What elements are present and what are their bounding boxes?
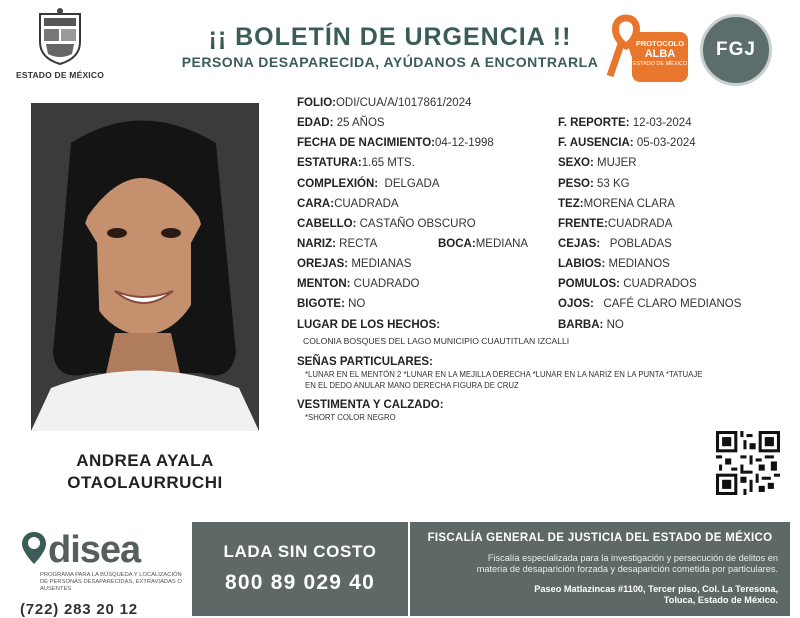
field-label: MENTON: — [297, 278, 351, 290]
fiscalia-address-line1: Paseo Matlazincas #1100, Tercer piso, Col. La Teresona, — [534, 584, 778, 594]
field-label: FECHA DE NACIMIENTO: — [297, 137, 435, 149]
fiscalia-description-line2: materia de desaparición forzada y desaparición cometida por particulares. — [476, 564, 778, 574]
field-label: SEÑAS PARTICULARES: — [297, 356, 433, 368]
field-value: CUADRADOS — [623, 278, 697, 290]
bulletin-header — [170, 22, 610, 70]
field-tez — [558, 198, 675, 210]
field-senas-line1: *LUNAR EN EL MENTÓN 2 *LUNAR EN LA MEJILLA DERECHA *LUNAR EN LA NARIZ EN LA PUNTA *TATUAJE — [305, 370, 703, 379]
field-reporte — [558, 117, 692, 129]
disea-subtitle: PROGRAMA PARA LA BÚSQUEDA Y LOCALIZACIÓN DE PERSONAS DESAPARECIDAS, EXTRAVIADAS O AUSENTES — [40, 572, 182, 592]
fgj-seal-icon — [700, 14, 772, 86]
field-ojos — [558, 298, 741, 310]
alba-line2: ALBA — [644, 48, 676, 60]
alba-badge — [632, 32, 688, 82]
toll-free-number[interactable]: 800 89 029 40 — [225, 571, 375, 594]
field-pomulos — [558, 278, 697, 290]
person-name-line1: ANDREA AYALA — [76, 451, 214, 470]
field-lugar-value: COLONIA BOSQUES DEL LAGO MUNICIPIO CUAUTITLAN IZCALLI — [303, 336, 570, 346]
field-senas-line2: EN EL DEDO ANULAR MANO DERECHA FIGURA DE CRUZ — [305, 381, 519, 390]
state-caption: ESTADO DE MÉXICO — [15, 70, 105, 80]
qr-code-icon[interactable] — [716, 431, 780, 495]
field-value: 53 KG — [597, 178, 630, 190]
toll-free-label: LADA SIN COSTO — [223, 542, 377, 561]
field-sexo — [558, 157, 637, 169]
field-edad — [297, 117, 385, 129]
field-value: CUADRADA — [607, 218, 673, 230]
field-label: TEZ: — [558, 198, 584, 210]
field-label: NARIZ: — [297, 238, 336, 250]
field-label: OREJAS: — [297, 258, 349, 270]
field-value: 04-12-1998 — [435, 137, 494, 149]
field-value: CUADRADO — [353, 278, 420, 290]
field-nariz — [297, 238, 377, 250]
field-value: RECTA — [339, 238, 378, 250]
field-value: MEDIANOS — [608, 258, 670, 270]
field-label: POMULOS: — [558, 278, 620, 290]
field-frente — [558, 218, 672, 230]
field-label: SEXO: — [558, 157, 594, 169]
field-label: LABIOS: — [558, 258, 606, 270]
state-coat-of-arms-icon — [36, 8, 84, 66]
field-value: 12-03-2024 — [632, 117, 692, 129]
field-vestimenta-value: *SHORT COLOR NEGRO — [305, 413, 396, 422]
field-value: MORENA CLARA — [583, 198, 675, 210]
field-value: NO — [348, 298, 366, 310]
field-orejas — [297, 258, 411, 270]
field-label: FRENTE: — [558, 218, 608, 230]
alba-line1: PROTOCOLO — [635, 39, 685, 48]
fiscalia-description — [422, 553, 778, 575]
field-label: LUGAR DE LOS HECHOS: — [297, 319, 441, 331]
field-value: CUADRADA — [334, 198, 399, 210]
field-label: COMPLEXIÓN: — [297, 178, 379, 190]
field-value: MEDIANAS — [351, 258, 412, 270]
field-folio — [297, 97, 472, 109]
field-senas — [297, 356, 433, 368]
person-name — [22, 450, 268, 494]
field-label: PESO: — [558, 178, 594, 190]
field-complexion — [297, 178, 440, 190]
field-value: 25 AÑOS — [336, 117, 385, 129]
field-value: MEDIANA — [475, 238, 529, 250]
disea-logo — [20, 530, 188, 570]
bulletin-title: ¡¡ BOLETÍN DE URGENCIA !! — [208, 23, 572, 51]
portrait-image — [31, 103, 259, 431]
field-vestimenta — [297, 399, 444, 411]
field-label: ESTATURA: — [297, 157, 362, 169]
disea-brand: disea — [48, 529, 141, 571]
field-value: CASTAÑO OBSCURO — [359, 218, 476, 230]
toll-free-panel — [192, 522, 408, 616]
state-logo — [14, 8, 106, 80]
field-estatura — [297, 157, 415, 169]
field-value: 1.65 MTS. — [361, 157, 415, 169]
fiscalia-title: FISCALÍA GENERAL DE JUSTICIA DEL ESTADO DE MÉXICO — [427, 532, 773, 544]
field-value: ODI/CUA/A/1017861/2024 — [335, 97, 472, 109]
disea-block — [20, 530, 188, 618]
field-labios — [558, 258, 670, 270]
disea-pin-icon — [20, 530, 48, 566]
field-label: F. REPORTE: — [558, 117, 630, 129]
field-lugar — [297, 319, 440, 331]
alba-line3: ESTADO DE MÉXICO — [632, 61, 688, 67]
field-label: CEJAS: — [558, 238, 601, 250]
field-cejas — [558, 238, 672, 250]
field-nacimiento — [297, 137, 494, 149]
field-label: BIGOTE: — [297, 298, 345, 310]
field-label: FOLIO: — [297, 97, 336, 109]
bulletin-subtitle: PERSONA DESAPARECIDA, AYÚDANOS A ENCONTRARLA — [181, 54, 599, 70]
field-label: CARA: — [297, 198, 335, 210]
field-value: DELGADA — [384, 178, 440, 190]
fiscalia-address-line2: Toluca, Estado de México. — [663, 595, 778, 605]
field-cara — [297, 198, 399, 210]
fiscalia-panel — [410, 522, 790, 616]
field-value: 05-03-2024 — [636, 137, 696, 149]
fiscalia-description-line1: Fiscalía especializada para la investigación y persecución de delitos en — [487, 553, 778, 563]
field-label: OJOS: — [558, 298, 594, 310]
field-label: CABELLO: — [297, 218, 357, 230]
field-value: POBLADAS — [609, 238, 672, 250]
field-peso — [558, 178, 630, 190]
footer — [0, 520, 800, 618]
field-label: BOCA: — [438, 238, 476, 250]
field-menton — [297, 278, 419, 290]
field-cabello — [297, 218, 476, 230]
field-value: CAFÉ CLARO MEDIANOS — [603, 298, 742, 310]
missing-person-photo — [31, 103, 259, 431]
field-boca — [438, 238, 528, 250]
field-ausencia — [558, 137, 696, 149]
fiscalia-address — [422, 584, 778, 606]
field-value: NO — [606, 319, 624, 331]
protocolo-alba-logo — [606, 14, 690, 84]
field-label: EDAD: — [297, 117, 334, 129]
field-value: MUJER — [597, 157, 637, 169]
field-label: BARBA: — [558, 319, 604, 331]
fgj-text: FGJ — [716, 39, 756, 60]
disea-phone[interactable]: (722) 283 20 12 — [20, 601, 138, 618]
field-label: VESTIMENTA Y CALZADO: — [297, 399, 444, 411]
person-name-line2: OTAOLAURRUCHI — [67, 473, 223, 492]
field-bigote — [297, 298, 365, 310]
field-barba — [558, 319, 624, 331]
field-label: F. AUSENCIA: — [558, 137, 634, 149]
